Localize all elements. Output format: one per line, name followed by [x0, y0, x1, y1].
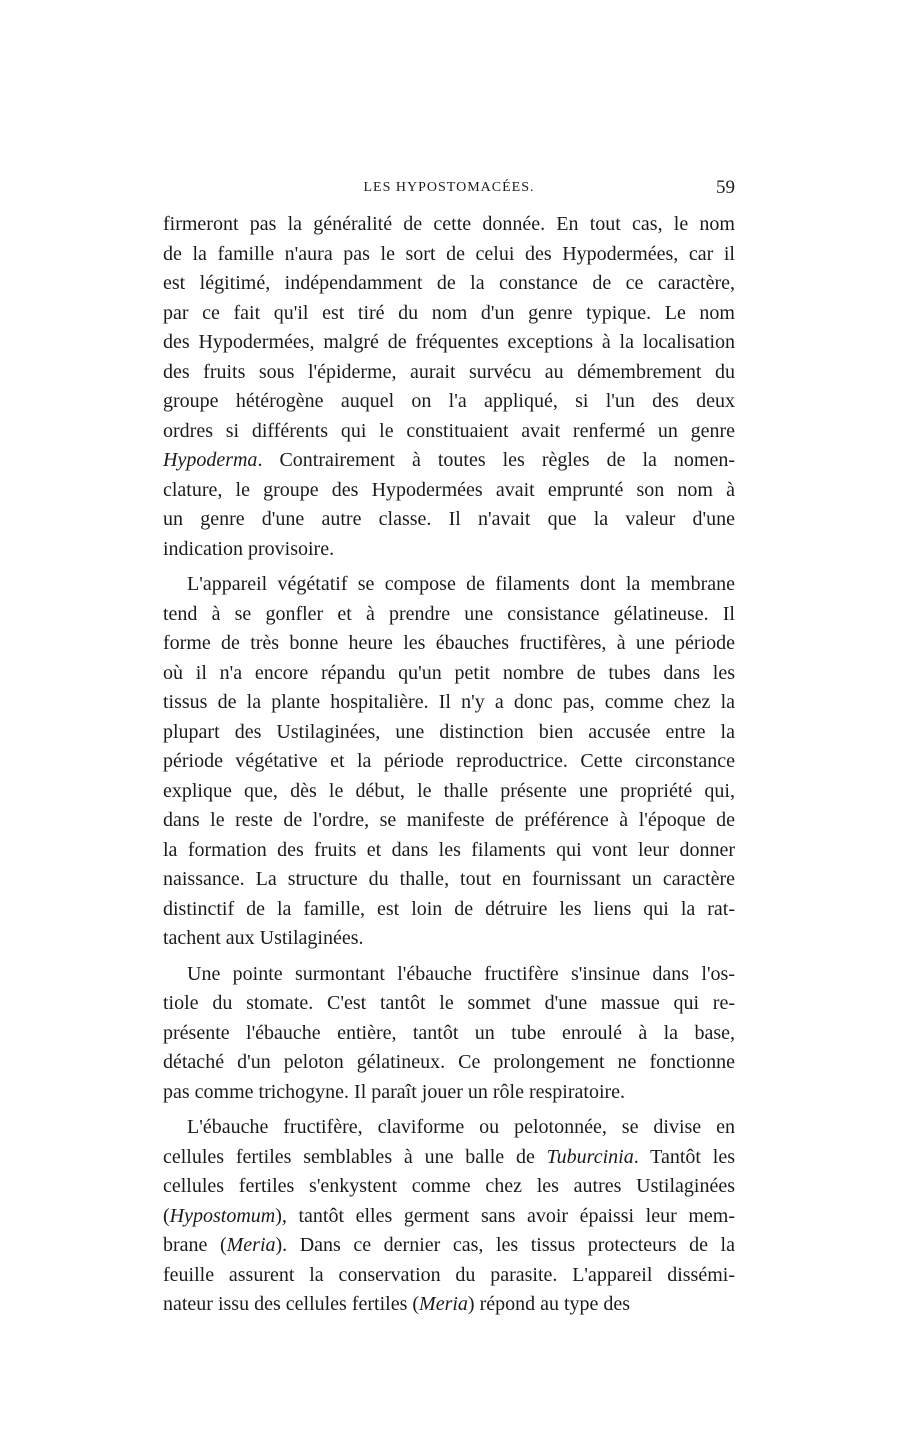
body-text — [163, 210, 735, 1320]
text-line: L'ébauche fructifère, claviforme ou pelotonnée, se divise en — [187, 1116, 735, 1138]
text-line: nateur issu des cellules fertiles (Meria) répond au type des — [163, 1293, 631, 1315]
text-line: (Hypostomum), tantôt elles germent sans avoir épaissi leur mem- — [163, 1204, 735, 1227]
text-line: de la famille n'aura pas le sort de celui des Hypodermées, car il — [163, 242, 735, 265]
text-line: tiole du stomate. C'est tantôt le sommet d'une massue qui re- — [163, 992, 735, 1014]
text-line: firmeront pas la généralité de cette donnée. En tout cas, le nom — [163, 213, 735, 235]
text-line: tissus de la plante hospitalière. Il n'y a donc pas, comme chez la — [163, 691, 735, 713]
text-line: où il n'a encore répandu qu'un petit nombre de tubes dans les — [163, 661, 735, 684]
text-line: période végétative et la période reproductrice. Cette circonstance — [163, 750, 735, 772]
text-line: L'appareil végétatif se compose de filaments dont la membrane — [187, 573, 735, 595]
text-line: distinctif de la famille, est loin de détruire les liens qui la rat- — [163, 897, 735, 920]
text-line: Hypoderma. Contrairement à toutes les règles de la nomen- — [163, 449, 735, 471]
text-line: dans le reste de l'ordre, se manifeste de préférence à l'époque de — [163, 809, 735, 831]
text-line: explique que, dès le début, le thalle présente une propriété qui, — [163, 779, 735, 802]
text-line: cellules fertiles semblables à une balle de Tuburcinia. Tantôt les — [163, 1145, 735, 1168]
text-line: forme de très bonne heure les ébauches fructifères, à une période — [163, 632, 735, 654]
paragraph-1 — [163, 210, 735, 564]
page-number: 59 — [716, 177, 735, 198]
text-line: feuille assurent la conservation du parasite. L'appareil dissémi- — [163, 1263, 735, 1286]
text-line: pas comme trichogyne. Il paraît jouer un rôle respiratoire. — [163, 1080, 626, 1103]
paragraph-2 — [163, 570, 735, 954]
text-line: brane (Meria). Dans ce dernier cas, les tissus protecteurs de la — [163, 1234, 735, 1256]
text-line: tachent aux Ustilaginées. — [163, 927, 364, 949]
text-line: par ce fait qu'il est tiré du nom d'un genre typique. Le nom — [163, 301, 735, 324]
text-line: cellules fertiles s'enkystent comme chez les autres Ustilaginées — [163, 1175, 735, 1197]
text-line: est légitimé, indépendamment de la constance de ce caractère, — [163, 272, 735, 294]
text-line: tend à se gonfler et à prendre une consistance gélatineuse. Il — [163, 602, 735, 625]
text-line: présente l'ébauche entière, tantôt un tube enroulé à la base, — [163, 1021, 735, 1044]
text-line: groupe hétérogène auquel on l'a appliqué, si l'un des deux — [163, 390, 735, 412]
text-line: détaché d'un peloton gélatineux. Ce prolongement ne fonctionne — [163, 1051, 735, 1073]
text-line: un genre d'une autre classe. Il n'avait que la valeur d'une — [163, 508, 735, 530]
text-line: ordres si différents qui le constituaient avait renfermé un genre — [163, 419, 735, 442]
text-line: Une pointe surmontant l'ébauche fructifère s'insinue dans l'os- — [187, 962, 735, 985]
text-line: des Hypodermées, malgré de fréquentes exceptions à la localisation — [163, 331, 735, 353]
text-line: indication provisoire. — [163, 537, 335, 560]
paragraph-3 — [163, 960, 735, 1108]
paragraph-4 — [163, 1113, 735, 1320]
text-line: plupart des Ustilaginées, une distinction bien accusée entre la — [163, 720, 735, 743]
text-line: clature, le groupe des Hypodermées avait emprunté son nom à — [163, 478, 735, 501]
running-title: LES HYPOSTOMACÉES. — [363, 180, 535, 195]
text-line: naissance. La structure du thalle, tout en fournissant un caractère — [163, 868, 735, 890]
page-header — [163, 177, 735, 201]
text-line: la formation des fruits et dans les filaments qui vont leur donner — [163, 838, 735, 861]
text-line: des fruits sous l'épiderme, aurait survécu au démembrement du — [163, 360, 735, 383]
